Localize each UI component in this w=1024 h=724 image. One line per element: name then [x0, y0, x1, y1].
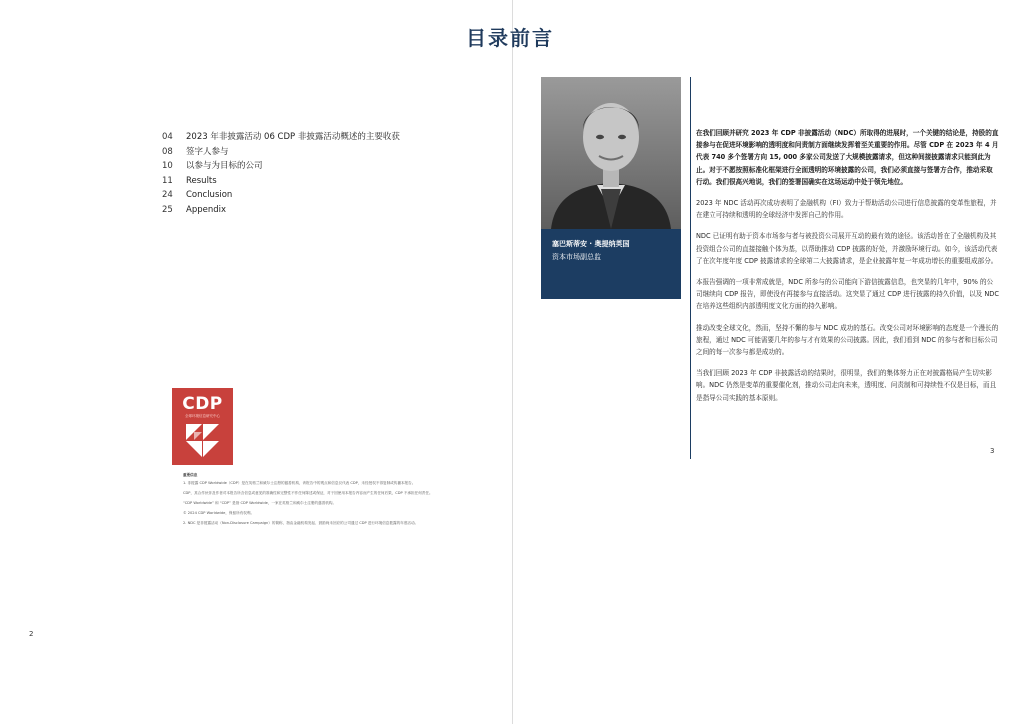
toc-page-number: 25	[162, 204, 173, 215]
toc-item[interactable]	[162, 130, 400, 145]
footnote: “CDP Worldwide” 和 “CDP” 是指 CDP Worldwide，一家在英格兰和威尔士注册的慈善机构。	[183, 501, 337, 505]
portrait-illustration	[541, 77, 681, 229]
toc-page-number: 24	[162, 190, 173, 200]
page-spine	[512, 0, 513, 724]
toc-page-number: 04	[162, 132, 173, 142]
toc-label: 签字人参与	[186, 146, 229, 157]
table-of-contents	[162, 130, 400, 217]
foreword-paragraph: 当我们回顾 2023 年 CDP 非披露活动的结果时，很明显，我们的集体努力正在对披露格局产生切实影响。NDC 仍然是变革的重要催化剂，推动公司走向未来，透明度、问责制和可持续性不仅是目标，而且是指导公司实践的基本原则。	[696, 369, 997, 402]
toc-label: 2023 年非披露活动 06 CDP 非披露活动概述的主要收获	[186, 132, 400, 142]
toc-item[interactable]	[162, 145, 400, 160]
page-number-right: 3	[990, 447, 995, 455]
photo-caption	[541, 229, 681, 299]
foreword-paragraph: NDC 已证明有助于资本市场参与者与被投资公司展开互动的最有效的途径。该活动旨在了全融机构及其投资组合公司的直接接触个体为基，以帮助推动 CDP 披露的好处，并激励环境行动。如今，该活动代表了在次年度年度 CDP 披露请求的全球第二大披露请求，是企业披露年复一年成功增长的重要组成部分。	[696, 232, 998, 265]
toc-page-number: 11	[162, 175, 173, 186]
foreword-body	[696, 127, 999, 413]
footnote: © 2024 CDP Worldwide，保留所有权利。	[183, 511, 255, 515]
footnote: CDP，其合作伙伴及作者对本报告所含信息或意见的准确性和完整性不作任何陈述或保证，对于因使用本报告内容而产生的任何后果，CDP 不承担任何责任。	[183, 491, 433, 495]
foreword-paragraph: 本报告强调的一项非常成就是，NDC 所参与的公司能向下游信披露信息，也突显的几年中，90% 的公司继续向 CDP 报告，即使没有再接参与直接活动。这突显了通过 CDP 进行披露的持久价值，以及 NDC 在培养这些组织内部透明度文化方面的持久影响。	[696, 278, 999, 311]
divider-line	[690, 77, 691, 459]
foreword-paragraph: 推动改变全球文化，然而，坚持不懈的参与 NDC 成功的基石。改变公司对环境影响的态度是一个漫长的旅程，通过 NDC 可能需要几年的参与才有效果的公司披露。因此，我们看到 NDC 的参与者和目标公司之间的每一次参与都是成功的。	[696, 323, 999, 357]
toc-item[interactable]	[162, 203, 400, 218]
footnotes	[183, 472, 495, 530]
caption-name: 塞巴斯蒂安 · 奥提纳英国	[552, 240, 630, 248]
foreword-paragraph: 2023 年 NDC 活动再次成功表明了金融机构（FI）致力于帮助活动公司进行信息披露的变革性旅程，并在建立可持续和透明的全球经济中发挥自己的作用。	[696, 199, 997, 220]
foreword-lead-paragraph: 在我们回顾并研究 2023 年 CDP 非披露活动（NDC）所取得的进展时，一个关键的结论是，持股的直接参与在促进环境影响的透明度和问责制方面继续发挥着至关重要的作用。尽管 CDP 在 2023 年 4 月代表 740 多个签署方向 15, 000 多家公司发送了大规模披露请求，但这种间接披露请求只能到此为止。对于不愿按照标准化框架进行全面透明的环境披露的公司，我们必须直接与签署方合作，推动采取行动。我们很高兴地说，我们的签署国确实在这场运动中处于领先地位。	[696, 129, 999, 186]
logo-subtitle: 全球环境信息研究中心	[185, 414, 220, 418]
logo-text: CDP	[182, 394, 223, 414]
toc-item[interactable]	[162, 188, 400, 203]
caption-role: 资本市场副总监	[552, 253, 601, 261]
toc-label: Conclusion	[186, 190, 233, 200]
portrait-photo	[541, 77, 681, 229]
toc-label: 以参与为目标的公司	[186, 161, 263, 171]
footnote: 2. NDC 是非披露活动（Non-Disclosure Campaign）的简称，指由金融机构发起、鼓励尚未回应的公司通过 CDP 进行环境信息披露的年度活动。	[183, 521, 419, 525]
logo-triangles-icon	[186, 424, 219, 458]
toc-item[interactable]	[162, 174, 400, 189]
cdp-logo	[172, 388, 233, 465]
toc-item[interactable]	[162, 159, 400, 174]
toc-page-number: 10	[162, 161, 173, 171]
footnote-title: 重要信息	[183, 473, 198, 477]
toc-page-number: 08	[162, 146, 173, 157]
toc-label: Results	[186, 175, 217, 186]
page-number-left: 2	[29, 630, 34, 638]
footnote: 1. 非披露 CDP Worldwide（CDP）是在英格兰和威尔士注册的慈善机构，该报告中的观点和信息仅代表 CDP，未经授权不得复制或传播本报告。	[183, 481, 416, 485]
page-title: 目录前言	[466, 26, 554, 50]
toc-label: Appendix	[186, 204, 227, 215]
